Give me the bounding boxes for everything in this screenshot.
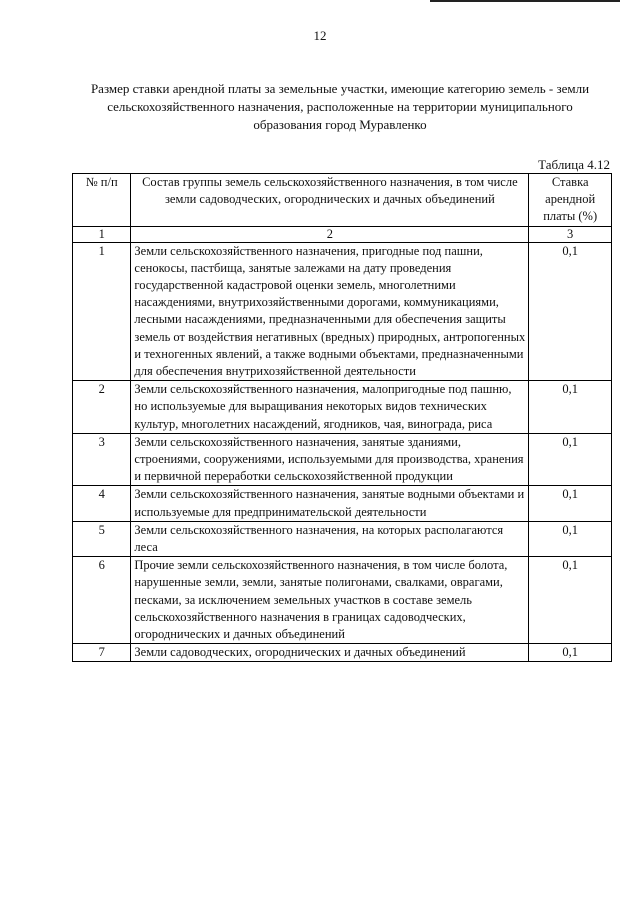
column-index: 3 (529, 226, 612, 242)
header-number: № п/п (73, 174, 131, 227)
row-rate: 0,1 (529, 644, 612, 662)
row-rate: 0,1 (529, 557, 612, 644)
header-rate: Ставка арендной платы (%) (529, 174, 612, 227)
column-index: 1 (73, 226, 131, 242)
row-rate: 0,1 (529, 486, 612, 521)
rent-rate-table (72, 173, 612, 662)
table-row (73, 433, 612, 486)
title-line: сельскохозяйственного назначения, расположенные на территории муниципального (107, 99, 573, 114)
row-number: 1 (73, 242, 131, 381)
row-description: Земли садоводческих, огороднических и дачных объединений (131, 644, 529, 662)
table-row (73, 486, 612, 521)
row-number: 3 (73, 433, 131, 486)
row-description: Земли сельскохозяйственного назначения, пригодные под пашни, сенокосы, пастбища, занятые залежами на дату проведения государственной кадастровой оценки земель, многолетними насаждениями, внутрихозяйственными дорогами, коммуникациями, лесными насаждениями, предназначенными для обеспечения защиты земель от воздействия негативных (вредных) природных, антропогенных и техногенных явлений, а также водными объектами, предназначенными для обеспечения внутрихозяйственной деятельности (131, 242, 529, 381)
header-description: Состав группы земель сельскохозяйственного назначения, в том числе земли садоводческих, огороднических и дачных объединений (131, 174, 529, 227)
column-index: 2 (131, 226, 529, 242)
table-caption: Таблица 4.12 (538, 157, 610, 172)
row-rate: 0,1 (529, 433, 612, 486)
table-header-row (73, 174, 612, 227)
row-number: 7 (73, 644, 131, 662)
row-number: 4 (73, 486, 131, 521)
row-number: 2 (73, 381, 131, 434)
row-description: Земли сельскохозяйственного назначения, занятые зданиями, строениями, сооружениями, используемыми для производства, хранения и первичной переработки сельскохозяйственной продукции (131, 433, 529, 486)
column-index-row (73, 226, 612, 242)
table-row (73, 381, 612, 434)
row-rate: 0,1 (529, 521, 612, 556)
table-row (73, 521, 612, 556)
table-row (73, 242, 612, 381)
page-number: 12 (313, 28, 327, 43)
row-number: 6 (73, 557, 131, 644)
row-rate: 0,1 (529, 381, 612, 434)
title-line: образования город Муравленко (253, 117, 427, 132)
row-rate: 0,1 (529, 242, 612, 381)
table-row (73, 644, 612, 662)
document-title (70, 80, 610, 134)
title-line: Размер ставки арендной платы за земельные участки, имеющие категорию земель - земли (90, 81, 590, 96)
row-description: Земли сельскохозяйственного назначения, занятые водными объектами и используемые для предпринимательской деятельности (131, 486, 529, 521)
row-description: Земли сельскохозяйственного назначения, на которых располагаются леса (131, 521, 529, 556)
row-number: 5 (73, 521, 131, 556)
row-description: Прочие земли сельскохозяйственного назначения, в том числе болота, нарушенные земли, земли, занятые полигонами, свалками, оврагами, песками, за исключением земельных участков в составе земель сельскохозяйственного назначения в границах садоводческих, огороднических и дачных объединений (131, 557, 529, 644)
scan-top-edge-line (430, 0, 620, 2)
row-description: Земли сельскохозяйственного назначения, малопригодные под пашню, но используемые для выращивания некоторых видов технических культур, многолетних насаждений, ягодников, чая, винограда, риса (131, 381, 529, 434)
table-row (73, 557, 612, 644)
